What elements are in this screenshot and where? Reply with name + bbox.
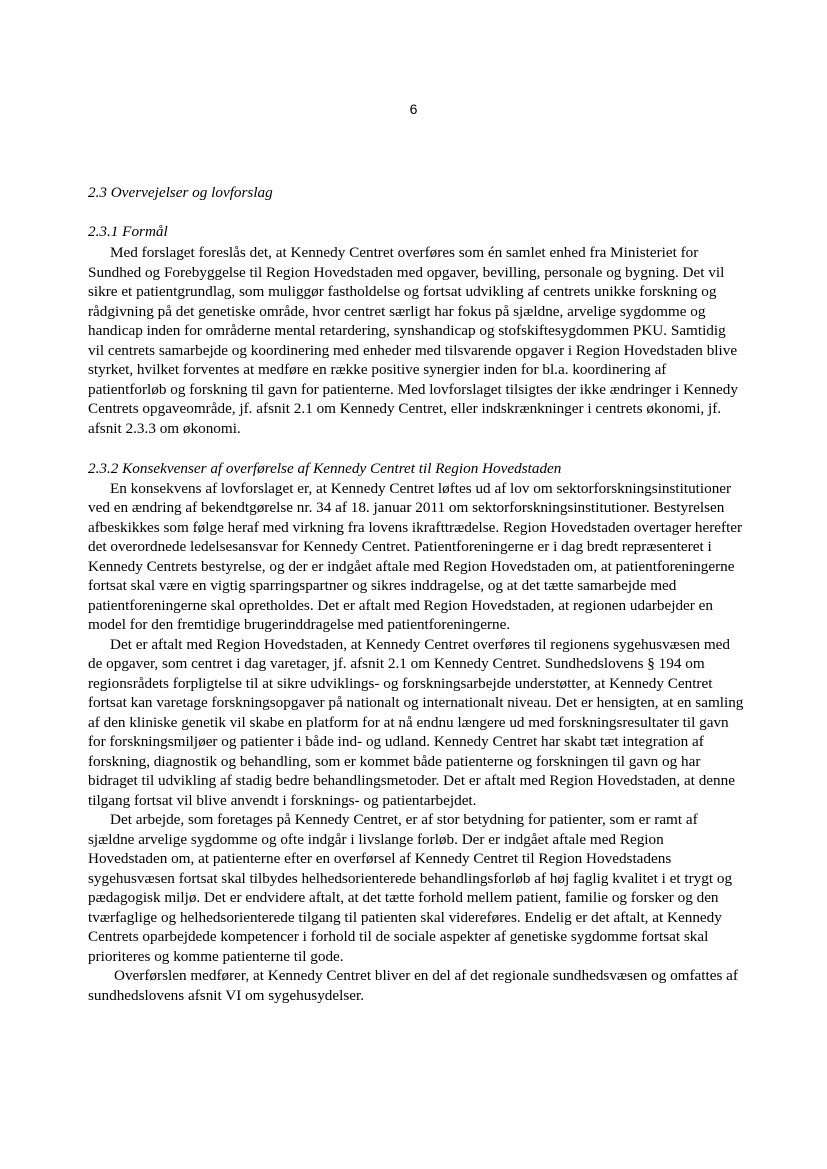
paragraph: En konsekvens af lovforslaget er, at Kennedy Centret løftes ud af lov om sektorforskningsinstitutioner ved en ændring af bekendtgørelse nr. 34 af 18. januar 2011 om sektorforskningsinstitutioner. Bestyrelsen afbeskikkes som følge heraf med virkning fra lovens ikrafttrædelse. Region Hovedstaden overtager herefter det overordnede ledelsesansvar for Kennedy Centret. Patientforeningerne er i dag bredt repræsenteret i Kennedy Centrets bestyrelse, og der er indgået aftale med Region Hovedstaden om, at patientforeningerne fortsat skal være en vigtig sparringspartner og sikres inddragelse, og at det tætte samarbejde med patientforeningerne skal opretholdes. Det er aftalt med Region Hovedstaden, at regionen udarbejder en model for den fremtidige brugerinddragelse med patientforeningerne. xyxy=(88,479,743,633)
paragraph: Det arbejde, som foretages på Kennedy Centret, er af stor betydning for patienter, som er ramt af sjældne arvelige sygdomme og ofte indgår i livslange forløb. Der er indgået aftale med Region Hovedstaden om, at patienterne efter en overførsel af Kennedy Centret til Region Hovedstadens sygehusvæsen fortsat skal tilbydes helhedsorienterede behandlingsforløb af høj faglig kvalitet i et trygt og pædagogisk miljø. Det er endvidere aftalt, at det tætte forhold mellem patient, familie og forsker og den tværfaglige og helhedsorienterede tilgang til patienten skal videreføres. Endelig er det aftalt, at Kennedy Centrets oparbejdede kompetencer i forhold til de sociale aspekter af genetiske sygdomme fortsat skal prioriteres og komme patienterne til gode. xyxy=(88,811,733,965)
document-body xyxy=(88,183,744,1005)
page-number: 6 xyxy=(409,101,418,117)
subsection-heading-konsekvenser: 2.3.2 Konsekvenser af overførelse af Kennedy Centret til Region Hovedstaden xyxy=(88,460,562,477)
section-heading: 2.3 Overvejelser og lovforslag xyxy=(88,184,273,201)
paragraph: Overførslen medfører, at Kennedy Centret bliver en del af det regionale sundhedsvæsen og omfattes af sundhedslovens afsnit VI om sygehusydelser. xyxy=(88,967,738,1004)
paragraph: Det er aftalt med Region Hovedstaden, at Kennedy Centret overføres til regionens sygehusvæsen med de opgaver, som centret i dag varetager, jf. afsnit 2.1 om Kennedy Centret. Sundhedslovens § 194 om regionsrådets forpligtelse til at sikre udviklings- og forskningsarbejde understøtter, at Kennedy Centret fortsat kan varetage forskningsopgaver på nationalt og internationalt niveau. Det er hensigten, at en samling af den kliniske genetik vil skabe en platform for at nå endnu længere ud med forskningsresultater til gavn for forskningsmiljøer og patienter i både ind- og udland. Kennedy Centret har skabt tæt integration af forskning, diagnostik og behandling, som er kommet både patienterne og forskningen til gavn og har bidraget til udvikling af stadig bedre behandlingsmetoder. Det er aftalt med Region Hovedstaden, at denne tilgang fortsat vil blive anvendt i forsknings- og patientarbejdet. xyxy=(88,635,744,809)
subsection-heading-formaal: 2.3.1 Formål xyxy=(88,222,168,240)
paragraph: Med forslaget foreslås det, at Kennedy Centret overføres som én samlet enhed fra Ministeriet for Sundhed og Forebyggelse til Region Hovedstaden med opgaver, bevilling, personale og bygning. Det vil sikre et patientgrundlag, som muliggør fastholdelse og fortsat udvikling af centrets unikke forskning og rådgivning på det genetiske område, hvor centret særligt har fokus på sjældne, arvelige sygdomme og handicap inden for områderne mental retardering, synshandicap og stofskiftesygdommen PKU. Samtidig vil centrets samarbejde og koordinering med enheder med tilsvarende opgaver i Region Hovedstaden blive styrket, hvilket forventes at medføre en række positive synergier inden for bl.a. koordinering af patientforløb og forskning til gavn for patienterne. Med lovforslaget tilsigtes der ikke ændringer i Kennedy Centrets opgaveområde, jf. afsnit 2.1 om Kennedy Centret, eller indskrænkninger i centrets økonomi, jf. afsnit 2.3.3 om økonomi. xyxy=(88,244,738,437)
